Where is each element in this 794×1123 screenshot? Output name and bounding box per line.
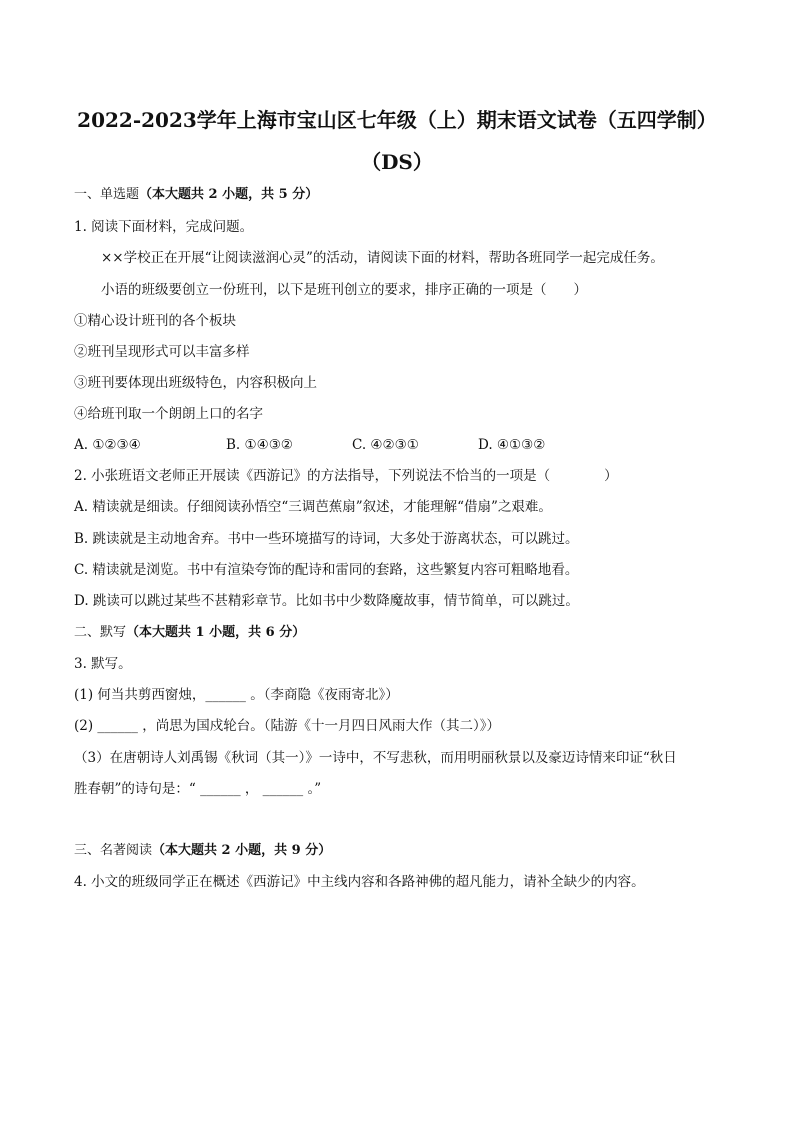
section-label: 三、名著阅读 [74,843,153,858]
section-detail: （本大题共 1 小题，共 6 分） [126,625,306,640]
question-1-item-1: ①精心设计班刊的各个板块 [74,313,236,329]
question-4-stem: 4. 小文的班级同学正在概述《西游记》中主线内容和各路神佛的超凡能力，请补全缺少的内容。 [74,874,645,890]
exam-title-line-2: （DS） [361,150,433,174]
question-1-item-4: ④给班刊取一个朗朗上口的名字 [74,406,263,422]
question-3-blank-3-line-1: （3）在唐朝诗人刘禹锡《秋词（其一）》一诗中，不写悲秋，而用明丽秋景以及豪迈诗情来印证“秋日 [74,750,677,766]
section-heading-classic-reading [74,842,331,860]
question-3-blank-2: (2) ______ ，尚思为国戍轮台。（陆游《十一月四日风雨大作（其二）》） [74,718,500,734]
question-1-item-2: ②班刊呈现形式可以丰富多样 [74,344,250,360]
question-3-blank-3-line-2: 胜春朝”的诗句是：“ ______ ， ______ 。” [74,781,322,797]
question-1-stem: 1. 阅读下面材料，完成问题。 [74,219,254,235]
question-1-option-a[interactable]: A. ①②③④ [74,437,141,453]
question-2-stem: 2. 小张班语文老师正开展读《西游记》的方法指导，下列说法不恰当的一项是（ ） [74,468,618,484]
exam-title-line-1: 2022-2023学年上海市宝山区七年级（上）期末语文试卷（五四学制） [77,108,717,132]
section-heading-single-choice [74,186,318,204]
section-detail: （本大题共 2 小题，共 5 分） [139,187,319,202]
question-1-paragraph-1: ××学校正在开展“让阅读滋润心灵”的活动，请阅读下面的材料，帮助各班同学一起完成任务。 [101,250,664,266]
section-heading-dictation [74,624,305,642]
question-2-option-b[interactable]: B. 跳读就是主动地舍弃。书中一些环境描写的诗词，大多处于游离状态，可以跳过。 [74,531,579,547]
question-1-item-3: ③班刊要体现出班级特色，内容积极向上 [74,375,317,391]
question-1-option-c[interactable]: C. ④②③① [352,437,419,453]
section-label: 二、默写 [74,625,127,640]
question-1-paragraph-2: 小语的班级要创立一份班刊，以下是班刊创立的要求，排序正确的一项是（ ） [101,282,587,298]
question-2-option-c[interactable]: C. 精读就是浏览。书中有渲染夸饰的配诗和雷同的套路，这些繁复内容可粗略地看。 [74,562,579,578]
question-2-option-d[interactable]: D. 跳读可以跳过某些不甚精彩章节。比如书中少数降魔故事，情节简单，可以跳过。 [74,593,579,609]
question-3-stem: 3. 默写。 [74,656,132,672]
question-1-option-b[interactable]: B. ①④③② [226,437,293,453]
question-1-option-d[interactable]: D. ④①③② [478,437,546,453]
question-3-blank-1: (1) 何当共剪西窗烛，______ 。（李商隐《夜雨寄北》） [74,687,399,703]
section-detail: （本大题共 2 小题，共 9 分） [152,843,332,858]
question-2-option-a[interactable]: A. 精读就是细读。仔细阅读孙悟空“三调芭蕉扇”叙述，才能理解“借扇”之艰难。 [74,499,552,515]
section-label: 一、单选题 [74,187,140,202]
